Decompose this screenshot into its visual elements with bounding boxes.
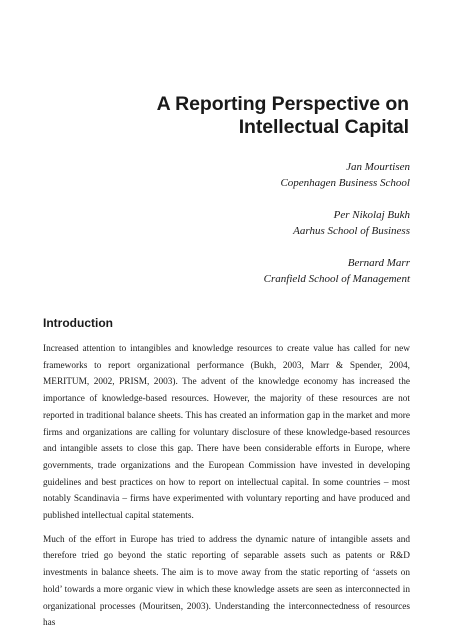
author-name: Jan Mourtisen <box>346 161 410 173</box>
body-paragraph: Much of the effort in Europe has tried to address the dynamic nature of intangible assets and therefore tried go beyond the static reporting of separable assets such as patents or R&D investments in balance sheets. The aim is to move away from the static reporting of ‘assets on hold’ towards a more organic view in which these knowledge assets are seen as interconnected in organizational processes (Mouritsen, 2003). Understanding the interconnectedness of resources has <box>43 534 410 629</box>
author-affiliation: Aarhus School of Business <box>293 225 410 237</box>
paper-title <box>43 93 410 139</box>
author-name: Bernard Marr <box>347 257 410 269</box>
author-affiliation: Cranfield School of Management <box>263 273 410 285</box>
body-paragraph: Increased attention to intangibles and knowledge resources to create value has called for new frameworks to report organizational performance (Bukh, 2003, Marr & Spender, 2004, MERITUM, 2002, PRISM, 2003). The advent of the knowledge economy has increased the importance of knowledge-based resources. However, the majority of these resources are not reported in traditional balance sheets. This has created an information gap in the market and more firms and organizations are calling for voluntary disclosure of these knowledge-based resources and intangible assets to close this gap. There have been considerable efforts in Europe, where governments, trade organizations and the European Commission have invested in developing guidelines and best practices on how to report on intellectual capital. In some countries – most notably Scandinavia – firms have experimented with voluntary reporting and have produced and published intellectual capital statements. <box>43 344 410 522</box>
author-block <box>43 255 410 287</box>
author-affiliation: Copenhagen Business School <box>280 177 410 189</box>
author-block <box>43 159 410 191</box>
paper-title-line-2: Intellectual Capital <box>238 116 409 138</box>
paper-title-line-1: A Reporting Perspective on <box>156 93 409 115</box>
section-heading: Introduction <box>43 316 113 330</box>
author-list <box>43 159 410 287</box>
author-name: Per Nikolaj Bukh <box>333 209 410 221</box>
author-block <box>43 207 410 239</box>
